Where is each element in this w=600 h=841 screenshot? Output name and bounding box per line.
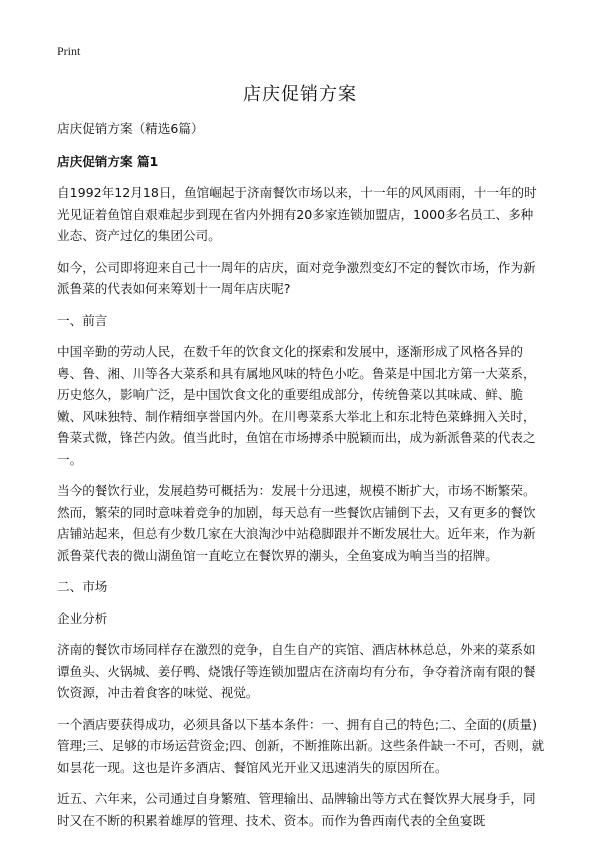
paragraph-intro: 自1992年12月18日，鱼馆崛起于济南餐饮市场以来，十一年的风风雨雨，十一年的时光见证着鱼馆自艰难起步到现在省内外拥有20多家连锁加盟店，1000多名员工、多种业态、资产过亿的集团公司。 <box>57 185 537 243</box>
document-title: 店庆促销方案 <box>243 84 357 105</box>
section-title: 店庆促销方案 篇1 <box>57 153 159 169</box>
paragraph-market-1: 济南的餐饮市场同样存在激烈的竞争，自生自产的宾馆、酒店林林总总，外来的菜系如谭鱼头、火锅城、姜仔鸭、烧饿仔等连锁加盟店在济南均有分布，争夺着济南有限的餐饮资源，冲击着食客的味觉、视觉。 <box>57 642 536 700</box>
print-link[interactable]: Print <box>57 44 81 58</box>
heading-market: 二、市场 <box>57 579 108 594</box>
paragraph-market-2: 一个酒店要获得成功，必须具备以下基本条件：一、拥有自己的特色;二、全面的(质量)管理;三、足够的市场运营资金;四、创新，不断推陈出新。这些条件缺一不可，否则，就如昙花一现。这也是许多酒店、餐馆风光开业又迅速消失的原因所在。 <box>57 716 545 775</box>
paragraph-question: 如今，公司即将迎来自己十一周年的店庆，面对竞争激烈变幻不定的餐饮市场，作为新派鲁菜的代表如何来筹划十一周年店庆呢? <box>57 259 536 296</box>
paragraph-preface-2: 当今的餐饮行业，发展趋势可概括为：发展十分迅速，规模不断扩大，市场不断繁荣。然而，繁荣的同时意味着竞争的加剧，每天总有一些餐饮店铺倒下去，又有更多的餐饮店铺站起来，但总有少数几家在大浪淘沙中站稳脚跟并不断发展壮大。近年来，作为新派鲁菜代表的微山湖鱼馆一直屹立在餐饮界的潮头，全鱼宴成为响当当的招牌。 <box>57 483 536 563</box>
heading-enterprise-analysis: 企业分析 <box>57 610 108 626</box>
document-subtitle: 店庆促销方案（精选6篇） <box>57 121 204 136</box>
paragraph-preface-1: 中国辛勤的劳动人民，在数千年的饮食文化的探索和发展中，逐渐形成了风格各异的粤、鲁、湘、川等各大菜系和具有属地风味的特色小吃。鲁菜是中国北方第一大菜系，历史悠久，影响广泛，是中国饮食文化的重要组成部分，传统鲁菜以其味咸、鲜、脆嫩、风味独特、制作精细享誉国内外。在川粤菜系大举北上和东北特色菜蜂拥入关时，鲁菜式微，锋芒内敛。值当此时，鱼馆在市场搏杀中脱颖而出，成为新派鲁菜的代表之一。 <box>57 344 536 467</box>
document-body <box>57 118 545 841</box>
paragraph-market-3: 近五、六年来，公司通过自身繁殖、管理输出、品牌输出等方式在餐饮界大展身手，同时又在不断的积累着雄厚的管理、技术、资本。而作为鲁西南代表的全鱼宴既 <box>57 791 536 828</box>
heading-preface: 一、前言 <box>57 312 108 328</box>
